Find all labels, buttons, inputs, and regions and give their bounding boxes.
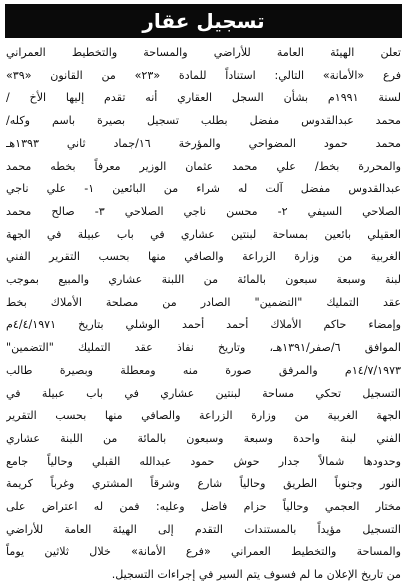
notice-line: لبنة وسبعة سبعون بالمائة من اللبنة عشاري والمبيع بموجب: [6, 273, 401, 287]
notice-line: التسجيل مؤيداً بالمستندات التقدم إلى الهيئة العامة للأراضي: [6, 522, 401, 536]
notice-line: وإمضاء حاكم الأملاك أحمد أحمد الوشلي بتاريخ ٤/٤/١٩٧١م: [6, 318, 401, 332]
notice-line: محمد عبدالقدوس مفضل بطلب تسجيل بصيرة باسم وكله/: [6, 114, 401, 128]
notice-line: والمساحة والتخطيط العمراني «فرع الأمانة» خلال ثلاثين يوماً: [6, 545, 401, 559]
notice-line: فرع «الأمانة» التالي: استناداً للمادة «٢٣» من القانون «٣٩»: [6, 68, 401, 82]
notice-line: التسجيل تحكي مساحة لبنتين عشاري في باب عبيلة في: [6, 386, 401, 400]
notice-line: وحدودها شمالاً جدار حوش حمود عبدالله القبلي وحالياً جامع: [6, 454, 401, 468]
notice-line: محمد حمود المضواحي والمؤرخة ١٦/جماد ثاني ١٣٩٣هـ: [6, 136, 401, 150]
notice-line: الموافق ٦/صفر/١٣٩١هـ، وتاريخ نفاذ عقد التمليك "التضمين": [6, 341, 401, 355]
notice-body: [5, 42, 402, 587]
notice-line: والمحررة بخط/ علي محمد عثمان الوزير معرفاً بخطه محمد: [6, 159, 401, 173]
notice-line: النور وجنوباً الطريق وحالياً شارع وشرقاً المشتري وغرباً كريمة: [6, 477, 401, 491]
notice-line: من تاريخ الإعلان ما لم فسوف يتم السير في إجراءات التسجيل.: [111, 568, 401, 582]
notice-line: تعلن الهيئة العامة للأراضي والمساحة والتخطيط العمراني: [6, 46, 401, 59]
notice-line: الغربية من وزارة الزراعة والصافي منها بحسب التقرير الفني: [6, 250, 401, 264]
notice-line: الفني لبنة واحدة وسبعة وسبعون بالمائة من اللبنة عشاري: [6, 431, 401, 445]
notice-line: عقد التمليك "التضمين" الصادر من مصلحة الأملاك بخط: [6, 295, 401, 309]
notice-line: الجهة الغربية من وزارة الزراعة والصافي منها بحسب التقرير: [6, 409, 401, 423]
notice-line: ١٤/٧/١٩٧٣م والمرفق صورة منه ومعطلة وبصيرة طالب: [6, 363, 401, 377]
notice-title: تسجيل عقار: [5, 4, 402, 38]
notice-line: عبدالقدوس مفضل آلت له شراء من البائعين ١- علي ناجي: [6, 182, 401, 196]
notice-line: الصلاحي السيفي ٢- محسن ناجي الصلاحي ٣- صالح محمد: [6, 204, 401, 218]
notice-line: لسنة ١٩٩١م بشأن السجل العقاري أنه تقدم إليها الأخ /: [6, 91, 401, 105]
notice-line: العقيلي بائعين بمساحة لبنتين عشاري في باب عبيلة في الجهة: [6, 227, 401, 241]
notice-line: مختار العجمي وحالياً حزام فاضل وعليه: فمن له اعتراض على: [6, 500, 401, 514]
